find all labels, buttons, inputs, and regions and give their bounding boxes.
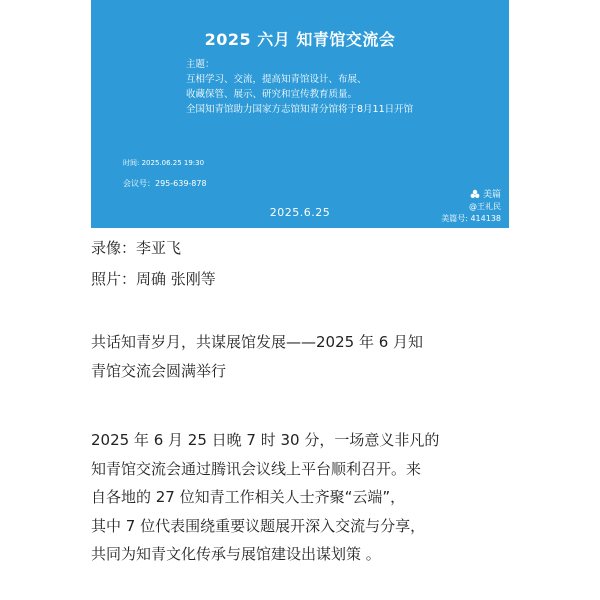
photo-credit: 照片：周确 张刚等 xyxy=(91,270,216,288)
banner-theme xyxy=(186,57,486,117)
intro-line: 2025 年 6 月 25 日晚 7 时 30 分，一场意义非凡的 xyxy=(91,431,440,449)
banner-theme-line: 收藏保管、展示、研究和宣传教育质量。 xyxy=(186,89,358,100)
intro-line: 知青馆交流会通过腾讯会议线上平台顺利召开。来 xyxy=(91,459,422,478)
banner-title: 2025 六月 知青馆交流会 xyxy=(204,30,396,49)
headline-line: 青馆交流会圆满举行 xyxy=(91,361,227,380)
article-intro-paragraph xyxy=(91,426,521,569)
watermark-brand-label: 美篇 xyxy=(482,190,501,200)
banner-date: 2025.6.25 xyxy=(269,206,331,219)
watermark-id: 美篇号: 414138 xyxy=(441,214,501,223)
watermark-author: @王礼民 xyxy=(469,202,501,211)
watermark-brand xyxy=(470,187,501,200)
video-credit: 录像：李亚飞 xyxy=(91,239,182,257)
article-headline xyxy=(91,328,521,385)
intro-line: 共同为知青文化传承与展馆建设出谋划策 。 xyxy=(91,545,381,563)
banner-theme-line: 全国知青馆助力国家方志馆知青分馆将于8月11日开馆 xyxy=(186,104,414,115)
meipian-logo-icon xyxy=(470,189,480,199)
banner-theme-line: 互相学习、交流，提高知青馆设计、布展、 xyxy=(186,74,367,85)
event-banner-image xyxy=(91,0,509,228)
banner-time: 时间: 2025.06.25 19:30 xyxy=(123,159,205,167)
headline-line: 共话知青岁月，共谋展馆发展——2025 年 6 月知 xyxy=(91,333,424,351)
banner-theme-line: 主题： xyxy=(186,59,215,70)
banner-meeting-id: 会议号：295-639-878 xyxy=(123,179,207,188)
intro-line: 其中 7 位代表围绕重要议题展开深入交流与分享， xyxy=(91,516,426,535)
intro-line: 自各地的 27 位知青工作相关人士齐聚“云端”， xyxy=(91,488,406,506)
